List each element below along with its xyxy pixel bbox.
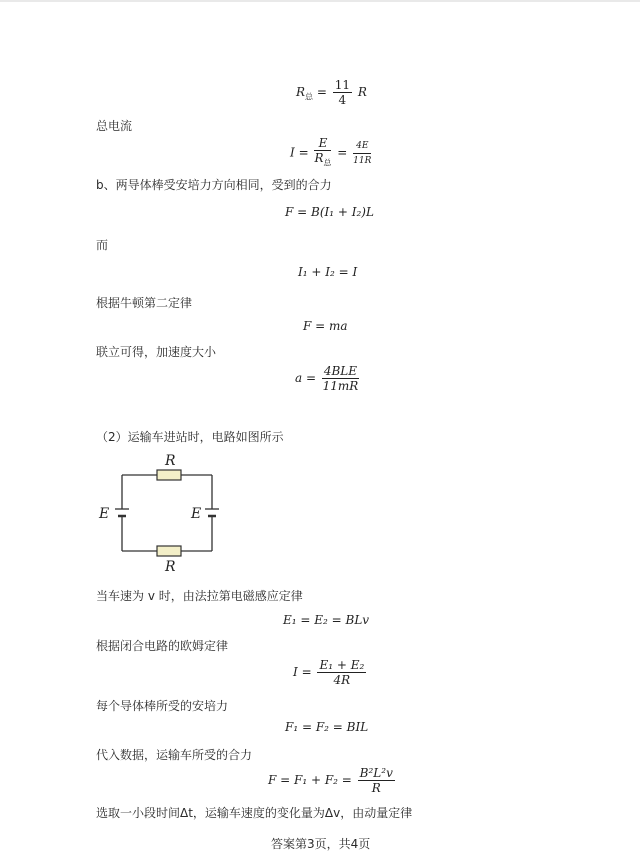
text-b-intro: b、两导体棒受安培力方向相同，受到的合力: [96, 178, 332, 192]
text-lianli: 联立可得，加速度大小: [96, 345, 217, 359]
eq-accel: a = $\frac{\text{4BLE}}{11mR}$: [295, 364, 359, 393]
eq-ampere: F₁ = F₂ = BIL: [285, 720, 369, 734]
text-faraday: 当车速为 v 时，由法拉第电磁感应定律: [96, 589, 303, 603]
text-last: 选取一小段时间Δt，运输车速度的变化量为Δv，由动量定律: [96, 806, 413, 820]
eq-r-total: $R_总$ = $\frac{11}{4}$ R: [296, 78, 367, 107]
eq-current: I = $\frac{E}{R_总}$ = $\frac{4E}{11R}$: [290, 136, 372, 168]
text-part2: （2）运输车进站时，电路如图所示: [96, 430, 284, 444]
page-footer: 答案第3页，共4页: [271, 837, 371, 851]
eq-force: F = B(I₁ + I₂)L: [285, 205, 374, 219]
eq-net-force: F = F₁ + F₂ = $\frac{\text{B²L²v}}{R}$: [268, 766, 393, 795]
label-right-source: E: [191, 506, 202, 522]
text-newton: 根据牛顿第二定律: [96, 296, 193, 310]
resistor-bottom: [157, 546, 181, 556]
circuit-diagram: [90, 448, 230, 573]
text-er: 而: [96, 238, 109, 252]
eq-ohm: I = $\frac{\text{E₁ + E₂}}{4R}$: [293, 658, 365, 687]
eq-sum-current: I₁ + I₂ = I: [298, 265, 358, 279]
text-total-current: 总电流: [96, 119, 133, 133]
eq-newton: F = ma: [303, 319, 348, 333]
text-ohm: 根据闭合电路的欧姆定律: [96, 639, 229, 653]
text-ampere: 每个导体棒所受的安培力: [96, 699, 229, 713]
label-left-source: E: [99, 506, 110, 522]
resistor-top: [157, 470, 181, 480]
eq-emf: E₁ = E₂ = BLv: [283, 613, 370, 627]
text-substitute: 代入数据，运输车所受的合力: [96, 748, 253, 762]
label-top-resistor: R: [165, 453, 176, 469]
label-bottom-resistor: R: [165, 559, 176, 573]
page-top-border: [0, 0, 640, 2]
